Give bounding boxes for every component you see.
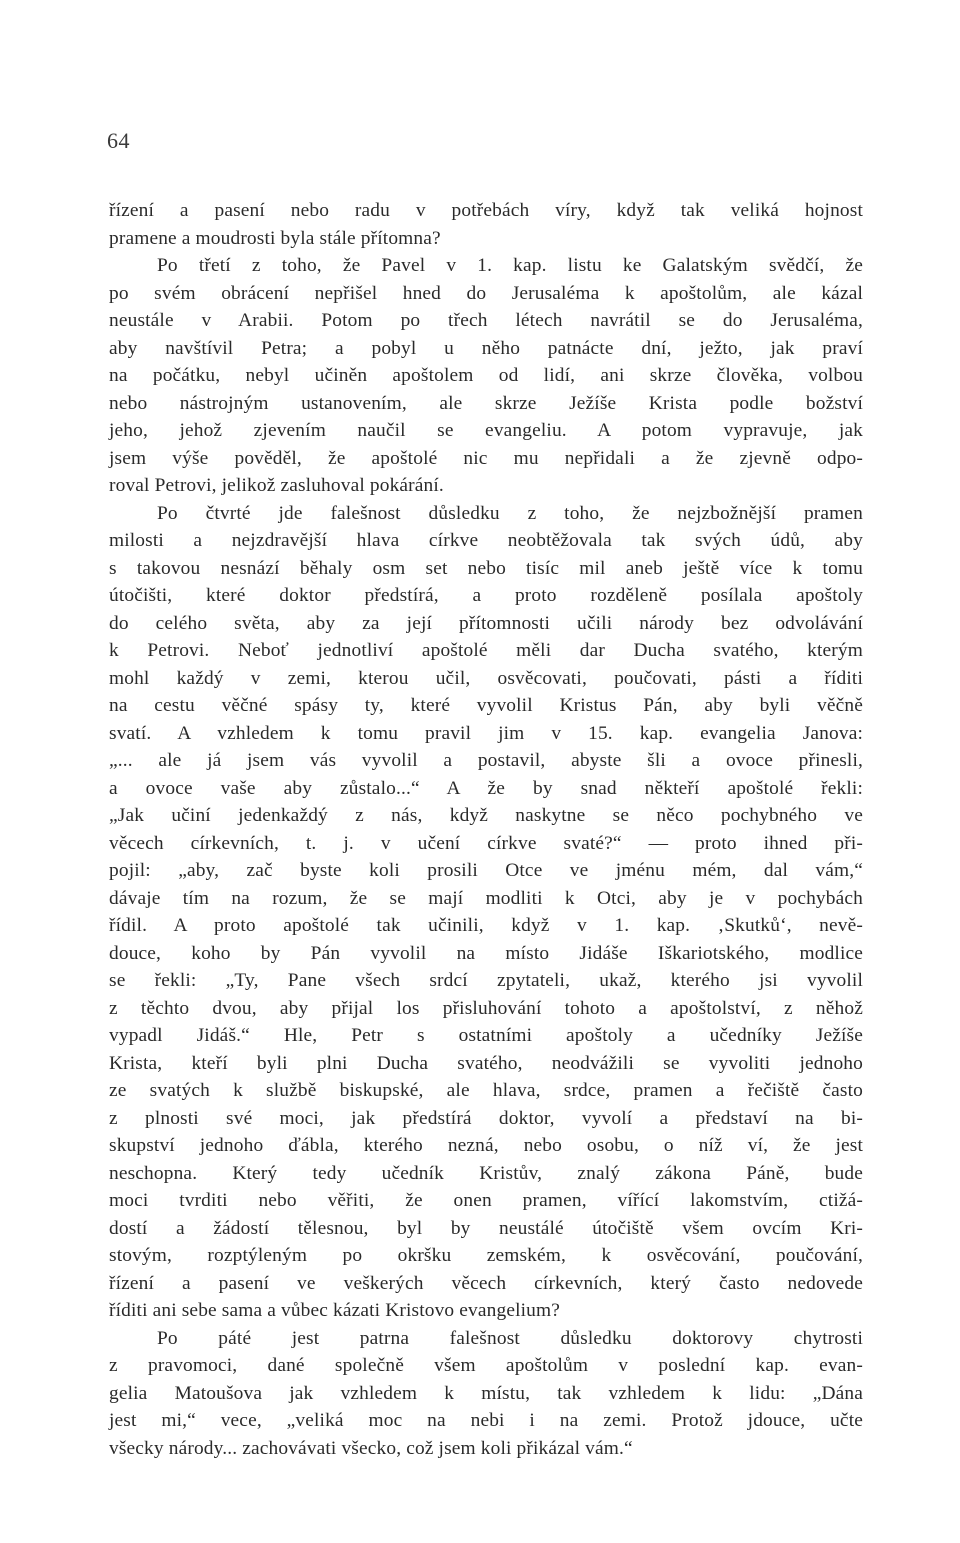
text-line: roval Petrovi, jelikož zasluhoval pokárání. <box>109 475 444 496</box>
text-line: milosti a nejzdravější hlava církve neobtěžovala tak svých údů, aby <box>109 530 863 551</box>
text-line: Po třetí z toho, že Pavel v 1. kap. listu ke Galatským svědčí, že <box>157 255 863 276</box>
paragraph <box>109 1325 863 1463</box>
text-line: pramene a moudrosti byla stále přítomna? <box>109 227 441 249</box>
text-line: nebo nástrojným ustanovením, ale skrze Ježíše Krista podle božství <box>109 392 863 414</box>
text-line: douce, koho by Pán vyvolil na místo Jidáše Iškariotského, modlice <box>109 942 863 964</box>
paragraph <box>109 500 863 1325</box>
text-line: aby navštívil Petra; a pobyl u něho patnácte dní, ježto, jak praví <box>109 337 863 359</box>
text-line: a ovoce vaše aby zůstalo...“ A že by snad někteří apoštolé řekli: <box>109 777 863 799</box>
text-line: gelia Matoušova jak vzhledem k místu, tak vzhledem k lidu: „Dána <box>109 1382 863 1404</box>
paragraph <box>109 197 863 252</box>
text-line: mohl každý v zemi, kterou učil, osvěcovati, poučovati, pásti a říditi <box>109 667 863 689</box>
text-line: řízení a pasení ve veškerých věcech církevních, který často nedovede <box>109 1272 863 1294</box>
text-line: z pravomoci, dané společně všem apoštolům v poslední kap. evan- <box>109 1355 863 1376</box>
text-line: k Petrovi. Neboť jednotliví apoštolé měli dar Ducha svatého, kterým <box>109 640 863 661</box>
text-line: řízení a pasení nebo radu v potřebách víry, když tak veliká hojnost <box>109 200 863 221</box>
text-line: říditi ani sebe sama a vůbec kázati Kristovo evangelium? <box>109 1300 560 1321</box>
text-line: řídil. A proto apoštolé tak učinili, když v 1. kap. ‚Skutků‘, nevě- <box>109 915 863 936</box>
text-line: vypadl Jidáš.“ Hle, Petr s ostatními apoštoly a učedníky Ježíše <box>109 1025 863 1046</box>
text-line: z těchto dvou, aby přijal los přisluhování tohoto a apoštolství, z něhož <box>109 997 863 1019</box>
text-line: všecky národy... zachovávati všecko, což jsem koli přikázal vám.“ <box>109 1437 633 1459</box>
text-line: neustále v Arabii. Potom po třech létech navrátil se do Jerusaléma, <box>109 310 863 331</box>
text-line: na cestu věčné spásy ty, které vyvolil Kristus Pán, aby byli věčně <box>109 695 863 716</box>
text-line: skupství jednoho ďábla, kterého nezná, nebo osobu, o níž ví, že jest <box>109 1135 863 1156</box>
text-line: pojil: „aby, zač byste koli prosili Otce ve jménu mém, dal vám,“ <box>109 860 863 881</box>
text-line: s takovou nesnází běhaly osm set nebo tisíc mil aneb ještě více k tomu <box>109 557 863 579</box>
text-line: jeho, jehož zjevením naučil se evangeliu. A potom vypravuje, jak <box>109 420 863 441</box>
text-line: Po páté jest patrna falešnost důsledku doktorovy chytrosti <box>157 1327 863 1349</box>
page-number: 64 <box>107 128 130 153</box>
text-line: ze svatých k službě biskupské, ale hlava, srdce, pramen a řečiště často <box>109 1080 863 1101</box>
body-text <box>109 197 863 1462</box>
text-line: do celého světa, aby za její přítomnosti učili národy bez odvolávání <box>109 612 863 634</box>
text-line: jest mi,“ vece, „veliká moc na nebi i na zemi. Protož jdouce, učte <box>109 1410 863 1431</box>
text-line: útočišti, které doktor předstírá, a proto rozděleně posílala apoštoly <box>109 585 863 606</box>
text-line: jsem výše pověděl, že apoštolé nic mu nepřidali a že zjevně odpo- <box>109 447 863 469</box>
text-line: moci tvrditi nebo věřiti, že onen pramen, vířící lakomstvím, ctižá- <box>109 1190 863 1211</box>
text-line: stovým, rozptýleným po okršku zemském, k osvěcování, poučování, <box>109 1245 863 1266</box>
text-line: Po čtvrté jde falešnost důsledku z toho, že nejzbožnější pramen <box>157 502 863 524</box>
text-line: z plnosti své moci, jak předstírá doktor, vyvolí a představí na bi- <box>109 1107 863 1129</box>
paragraph <box>109 252 863 500</box>
text-line: svatí. A vzhledem k tomu pravil jim v 15. kap. evangelia Janova: <box>109 722 863 744</box>
text-line: se řekli: „Ty, Pane všech srdcí zpytateli, ukaž, kterého jsi vyvolil <box>109 970 863 991</box>
text-line: neschopna. Který tedy učedník Kristův, znalý zákona Páně, bude <box>109 1162 863 1184</box>
text-line: „... ale já jsem vás vyvolil a postavil, abyste šli a ovoce přinesli, <box>109 750 863 771</box>
text-line: dávaje tím na rozum, že se mají modliti k Otci, aby je v pochybách <box>109 887 863 909</box>
text-line: dostí a žádostí tělesnou, byl by neustálé útočiště všem ovcím Kri- <box>109 1217 863 1239</box>
text-line: na počátku, nebyl učiněn apoštolem od lidí, ani skrze člověka, volbou <box>109 365 863 386</box>
text-line: „Jak učiní jedenkaždý z nás, když naskytne se něco pochybného ve <box>109 805 863 826</box>
text-line: po svém obrácení nepřišel hned do Jerusaléma k apoštolům, ale kázal <box>109 282 863 304</box>
text-line: Krista, kteří byli plni Ducha svatého, neodvážili se vyvoliti jednoho <box>109 1052 863 1074</box>
text-line: věcech církevních, t. j. v učení církve svaté?“ — proto ihned při- <box>109 832 863 854</box>
